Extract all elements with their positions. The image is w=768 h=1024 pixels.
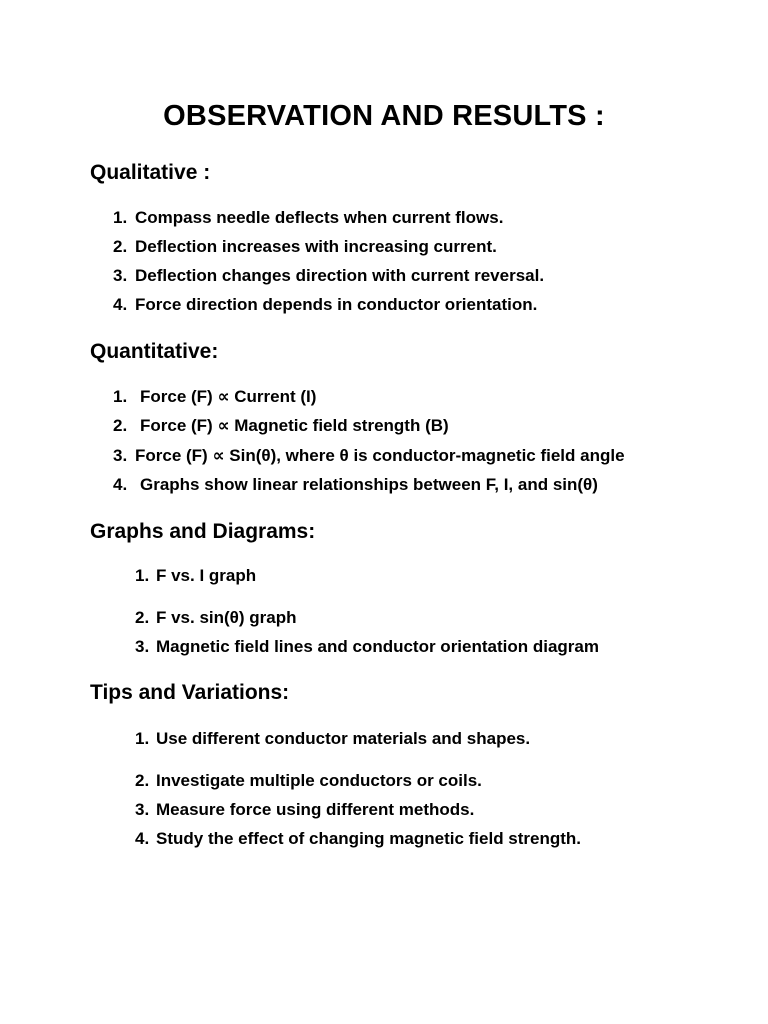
list-item-text: Force (F) ∝ Sin(θ), where θ is conductor-magnetic field angle	[135, 446, 625, 465]
list-item-text: F vs. I graph	[156, 566, 257, 585]
list-item-number: 4.	[135, 829, 150, 848]
list-item	[135, 636, 599, 658]
page-title: OBSERVATION AND RESULTS :	[163, 100, 605, 132]
section-heading-graphs-and-diagrams: Graphs and Diagrams:	[90, 520, 316, 543]
list-item-number: 3.	[113, 446, 128, 465]
list-item-text: Magnetic field lines and conductor orientation diagram	[156, 637, 599, 656]
list-item	[135, 828, 581, 850]
list-item	[135, 799, 474, 821]
list-item-text: Deflection changes direction with current reversal.	[135, 266, 545, 285]
list-item-number: 1.	[135, 729, 150, 748]
list-item	[135, 770, 482, 792]
list-item	[113, 207, 503, 229]
list-item-number: 1.	[113, 208, 128, 227]
list-item-number: 1.	[135, 566, 150, 585]
list-item-number: 2.	[135, 771, 150, 790]
list-item-number: 2.	[135, 608, 150, 627]
list-item-number: 3.	[135, 800, 150, 819]
list-item-text: Investigate multiple conductors or coils.	[156, 771, 482, 790]
list-item-number: 3.	[135, 637, 150, 656]
list-item-text: Deflection increases with increasing current.	[135, 237, 497, 256]
list-item	[113, 294, 537, 316]
list-item-text: Use different conductor materials and shapes.	[156, 729, 531, 748]
list-item-text: Study the effect of changing magnetic field strength.	[156, 829, 582, 848]
list-item	[113, 474, 598, 496]
list-item-number: 1.	[113, 387, 128, 406]
section-heading-qualitative: Qualitative :	[90, 161, 211, 184]
list-item-number: 2.	[113, 237, 128, 256]
list-item-number: 3.	[113, 266, 128, 285]
list-item	[135, 565, 256, 587]
section-heading-tips-and-variations: Tips and Variations:	[90, 681, 290, 704]
list-item-text: Force direction depends in conductor orientation.	[135, 295, 538, 314]
list-item-number: 2.	[113, 416, 128, 435]
list-item	[113, 236, 497, 258]
list-item-number: 4.	[113, 475, 128, 494]
list-item-text: F vs. sin(θ) graph	[156, 608, 297, 627]
list-item-text: Measure force using different methods.	[156, 800, 475, 819]
list-item-text: Graphs show linear relationships between F, I, and sin(θ)	[140, 475, 598, 494]
list-item	[113, 445, 625, 467]
list-item-number: 4.	[113, 295, 128, 314]
list-item	[113, 265, 544, 287]
list-item	[113, 386, 316, 408]
list-item-text: Force (F) ∝ Current (I)	[140, 387, 317, 406]
list-item-text: Force (F) ∝ Magnetic field strength (B)	[140, 416, 449, 435]
section-heading-quantitative: Quantitative:	[90, 340, 219, 363]
list-item-text: Compass needle deflects when current flows.	[135, 208, 504, 227]
list-item	[135, 728, 530, 750]
list-item	[135, 607, 296, 629]
list-item	[113, 415, 449, 437]
